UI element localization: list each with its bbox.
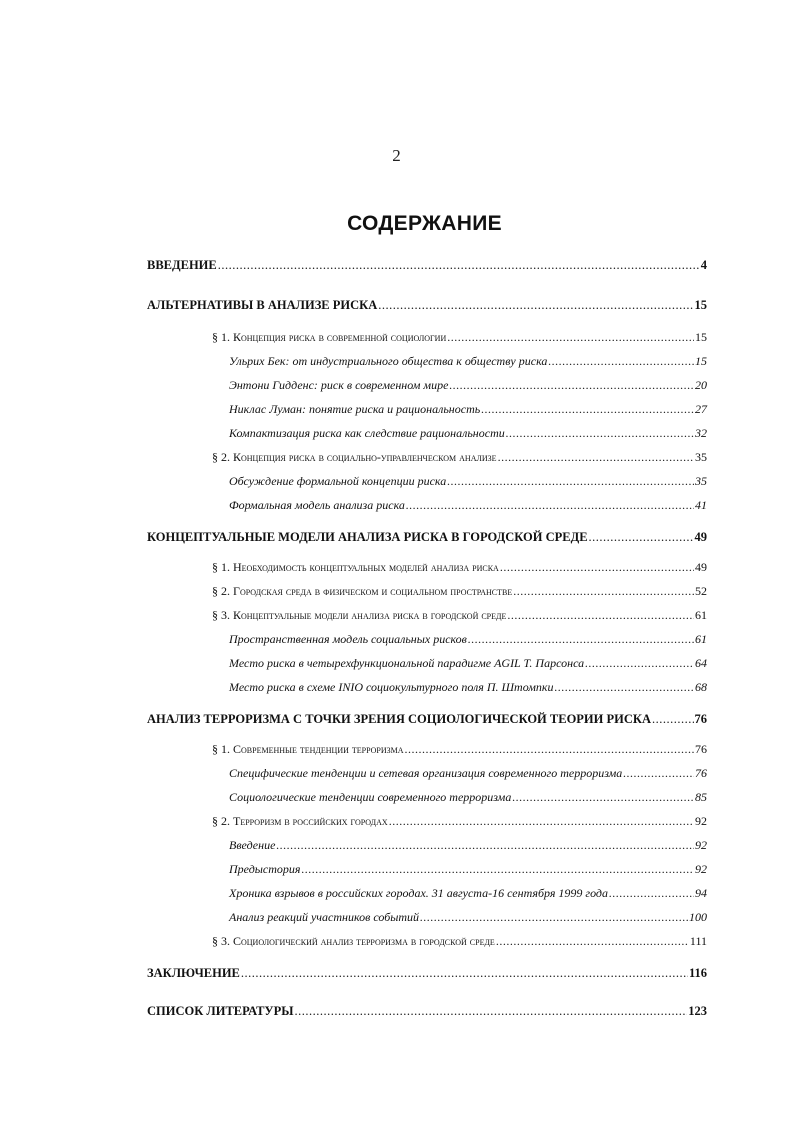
toc-entry-page: 32	[695, 426, 707, 440]
toc-entry-title: Ульрих Бек: от индустриального общества к обществу риска	[229, 354, 548, 368]
toc-leader-dots	[405, 742, 694, 757]
toc-entry-title: Формальная модель анализа риска	[229, 498, 405, 512]
toc-entry-title: Специфические тенденции и сетевая организация современного терроризма	[229, 766, 623, 780]
toc-entry-sub[interactable]	[229, 680, 707, 695]
toc-leader-dots	[295, 1004, 688, 1019]
toc-leader-dots	[623, 766, 694, 781]
toc-entry-page: 92	[695, 862, 707, 876]
toc-title: СОДЕРЖАНИЕ	[347, 212, 502, 235]
toc-entry-sub[interactable]	[229, 766, 707, 781]
toc-entry-page: 116	[688, 966, 707, 980]
toc-entry-sub[interactable]	[229, 426, 707, 441]
toc-leader-dots	[496, 934, 689, 949]
toc-entry-section[interactable]	[212, 742, 707, 757]
toc-leader-dots	[506, 426, 694, 441]
toc-entry-title: § 2. Городская среда в физическом и социальном пространстве	[212, 584, 513, 598]
toc-leader-dots	[389, 814, 694, 829]
toc-leader-dots	[507, 608, 694, 623]
toc-entry-chapter[interactable]	[147, 1004, 707, 1019]
toc-entry-sub[interactable]	[229, 656, 707, 671]
toc-entry-title: Место риска в схеме INIO социокультурного поля П. Штомпки	[229, 680, 554, 694]
toc-entry-title: Обсуждение формальной концепции риска	[229, 474, 447, 488]
toc-entry-sub[interactable]	[229, 474, 707, 489]
toc-leader-dots	[609, 886, 694, 901]
toc-entry-page: 4	[700, 258, 707, 272]
toc-entry-page: 49	[694, 530, 707, 544]
toc-entry-page: 92	[695, 838, 707, 852]
toc-entry-title: Предыстория	[229, 862, 301, 876]
toc-leader-dots	[276, 838, 694, 853]
toc-entry-page: 61	[695, 608, 707, 622]
toc-entry-title: АЛЬТЕРНАТИВЫ В АНАЛИЗЕ РИСКА	[147, 298, 378, 312]
toc-entry-title: Хроника взрывов в российских городах. 31 августа-16 сентября 1999 года	[229, 886, 609, 900]
toc-entry-sub[interactable]	[229, 402, 707, 417]
toc-leader-dots	[652, 712, 694, 727]
toc-entry-title: Введение	[229, 838, 276, 852]
toc-leader-dots	[406, 498, 694, 513]
toc-entry-sub[interactable]	[229, 910, 707, 925]
toc-leader-dots	[555, 680, 694, 695]
toc-entry-sub[interactable]	[229, 838, 707, 853]
toc-entry-section[interactable]	[212, 330, 707, 345]
toc-entry-title: Социологические тенденции современного терроризма	[229, 790, 512, 804]
toc-entry-page: 35	[695, 450, 707, 464]
toc-entry-sub[interactable]	[229, 886, 707, 901]
toc-entry-title: Пространственная модель социальных рисков	[229, 632, 467, 646]
toc-entry-page: 41	[695, 498, 707, 512]
toc-leader-dots	[512, 790, 694, 805]
toc-entry-sub[interactable]	[229, 632, 707, 647]
toc-entry-sub[interactable]	[229, 378, 707, 393]
toc-leader-dots	[447, 474, 694, 489]
toc-entry-page: 52	[695, 584, 707, 598]
toc-entry-title: Компактизация риска как следствие рациональности	[229, 426, 505, 440]
toc-entry-title: Энтони Гидденс: риск в современном мире	[229, 378, 449, 392]
toc-entry-page: 64	[695, 656, 707, 670]
toc-entry-page: 92	[695, 814, 707, 828]
toc-leader-dots	[447, 330, 694, 345]
toc-entry-title: СПИСОК ЛИТЕРАТУРЫ	[147, 1004, 294, 1018]
toc-entry-title: Место риска в четырехфункциональной парадигме AGIL Т. Парсонса	[229, 656, 585, 670]
toc-entry-section[interactable]	[212, 450, 707, 465]
toc-entry-title: § 1. Необходимость концептуальных моделей анализа риска	[212, 560, 499, 574]
toc-entry-section[interactable]	[212, 934, 707, 949]
toc-leader-dots	[481, 402, 694, 417]
toc-entry-page: 76	[694, 712, 707, 726]
toc-entry-sub[interactable]	[229, 790, 707, 805]
toc-entry-page: 123	[688, 1004, 707, 1018]
toc-leader-dots	[548, 354, 694, 369]
toc-entry-page: 76	[695, 766, 707, 780]
toc-entry-page: 20	[695, 378, 707, 392]
toc-leader-dots	[378, 298, 693, 313]
toc-leader-dots	[468, 632, 694, 647]
toc-leader-dots	[585, 656, 694, 671]
toc-entry-page: 15	[695, 330, 707, 344]
toc-entry-title: § 1. Концепция риска в современной социологии	[212, 330, 447, 344]
toc-entry-page: 85	[695, 790, 707, 804]
toc-entry-page: 27	[695, 402, 707, 416]
toc-entry-title: Анализ реакций участников событий	[229, 910, 420, 924]
toc-entry-page: 15	[695, 354, 707, 368]
toc-entry-page: 15	[694, 298, 707, 312]
toc-entry-page: 49	[695, 560, 707, 574]
toc-entry-chapter[interactable]	[147, 712, 707, 727]
toc-leader-dots	[449, 378, 694, 393]
toc-entry-section[interactable]	[212, 608, 707, 623]
toc-entry-page: 111	[689, 934, 707, 948]
toc-entry-section[interactable]	[212, 814, 707, 829]
toc-entry-page: 68	[695, 680, 707, 694]
toc-entry-title: Никлас Луман: понятие риска и рациональность	[229, 402, 481, 416]
toc-entry-chapter[interactable]	[147, 966, 707, 981]
toc-entry-title: ЗАКЛЮЧЕНИЕ	[147, 966, 240, 980]
toc-leader-dots	[301, 862, 694, 877]
toc-entry-page: 100	[689, 910, 707, 924]
toc-entry-title: КОНЦЕПТУАЛЬНЫЕ МОДЕЛИ АНАЛИЗА РИСКА В ГОРОДСКОЙ СРЕДЕ	[147, 530, 588, 544]
toc-entry-title: § 1. Современные тенденции терроризма	[212, 742, 404, 756]
page-number: 2	[392, 146, 401, 165]
toc-entry-sub[interactable]	[229, 862, 707, 877]
toc-leader-dots	[513, 584, 694, 599]
toc-entry-title: § 3. Социологический анализ терроризма в городской среде	[212, 934, 495, 948]
toc-entry-page: 76	[695, 742, 707, 756]
toc-entry-title: ВВЕДЕНИЕ	[147, 258, 217, 272]
toc-leader-dots	[420, 910, 688, 925]
toc-entry-page: 35	[695, 474, 707, 488]
toc-entry-section[interactable]	[212, 584, 707, 599]
toc-entry-chapter[interactable]	[147, 530, 707, 545]
toc-entry-title: § 3. Концептуальные модели анализа риска в городской среде	[212, 608, 507, 622]
toc-entry-chapter[interactable]	[147, 298, 707, 313]
toc-entry-title: § 2. Концепция риска в социально-управленческом анализе	[212, 450, 497, 464]
toc-entry-sub[interactable]	[229, 498, 707, 513]
toc-entry-page: 61	[695, 632, 707, 646]
toc-entry-title: АНАЛИЗ ТЕРРОРИЗМА С ТОЧКИ ЗРЕНИЯ СОЦИОЛОГИЧЕСКОЙ ТЕОРИИ РИСКА	[147, 712, 651, 726]
toc-entry-sub[interactable]	[229, 354, 707, 369]
toc-leader-dots	[589, 530, 694, 545]
toc-entry-page: 94	[695, 886, 707, 900]
toc-entry-chapter[interactable]	[147, 258, 707, 273]
toc-leader-dots	[241, 966, 688, 981]
toc-entry-title: § 2. Терроризм в российских городах	[212, 814, 388, 828]
toc-leader-dots	[498, 450, 694, 465]
toc-leader-dots	[500, 560, 694, 575]
toc-leader-dots	[218, 258, 700, 273]
toc-entry-section[interactable]	[212, 560, 707, 575]
